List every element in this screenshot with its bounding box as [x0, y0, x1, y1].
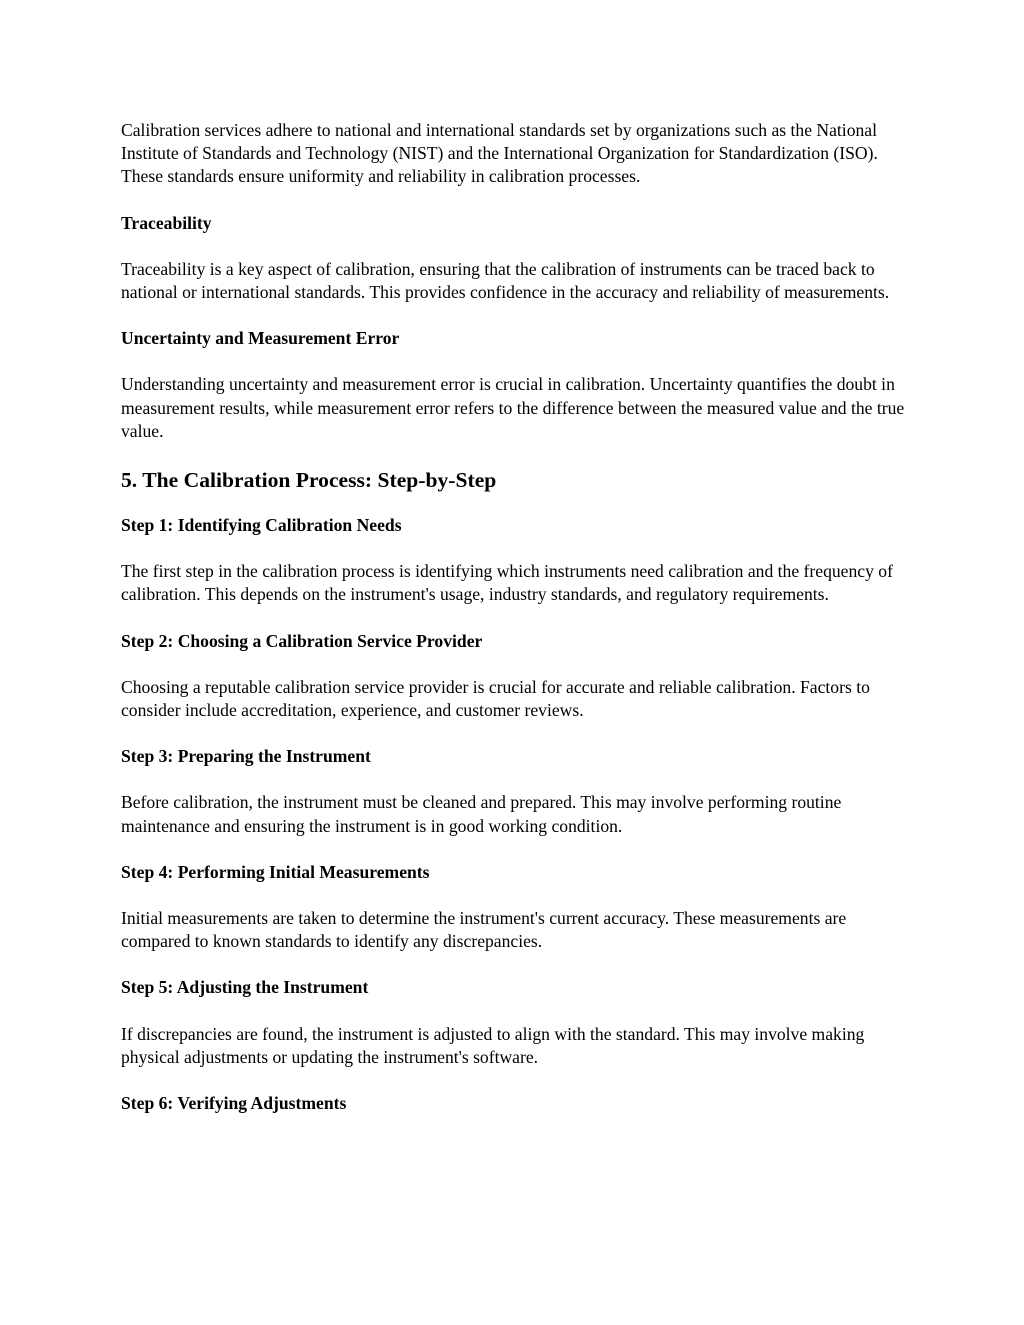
step-2-paragraph: Choosing a reputable calibration service provider is crucial for accurate and reliable calibration. Factors to consider include accreditation, experience, and customer reviews. [121, 676, 870, 721]
step-4-heading: Step 4: Performing Initial Measurements [121, 861, 430, 882]
step-5-paragraph: If discrepancies are found, the instrument is adjusted to align with the standard. This may involve making physical adjustments or updating the instrument's software. [121, 1023, 865, 1067]
step-1-paragraph: The first step in the calibration process is identifying which instruments need calibration and the frequency of calibration. This depends on the instrument's usage, industry standards, and regulatory requirements. [121, 561, 893, 605]
step-5-heading: Step 5: Adjusting the Instrument [121, 977, 369, 998]
document-page [121, 119, 911, 1138]
uncertainty-paragraph: Understanding uncertainty and measurement error is crucial in calibration. Uncertainty quantifies the doubt in measurement results, while measurement error refers to the difference between the measured value and the true value. [121, 374, 905, 441]
uncertainty-heading: Uncertainty and Measurement Error [121, 328, 400, 349]
standards-paragraph: Calibration services adhere to national and international standards set by organizations such as the National Institute of Standards and Technology (NIST) and the International Organization for Standardization (ISO). These standards ensure uniformity and reliability in calibration processes. [121, 120, 878, 187]
traceability-heading: Traceability [121, 212, 212, 233]
traceability-paragraph: Traceability is a key aspect of calibration, ensuring that the calibration of instruments can be traced back to national or international standards. This provides confidence in the accuracy and reliability of measurements. [121, 258, 890, 303]
step-3-paragraph: Before calibration, the instrument must be cleaned and prepared. This may involve performing routine maintenance and ensuring the instrument is in good working condition. [121, 792, 842, 836]
step-6-heading: Step 6: Verifying Adjustments [121, 1093, 347, 1114]
step-1-heading: Step 1: Identifying Calibration Needs [121, 515, 402, 536]
step-3-heading: Step 3: Preparing the Instrument [121, 746, 371, 767]
step-4-paragraph: Initial measurements are taken to determine the instrument's current accuracy. These measurements are compared to known standards to identify any discrepancies. [121, 908, 847, 952]
section-5-heading: 5. The Calibration Process: Step-by-Step [121, 468, 497, 493]
step-2-heading: Step 2: Choosing a Calibration Service Provider [121, 630, 483, 651]
